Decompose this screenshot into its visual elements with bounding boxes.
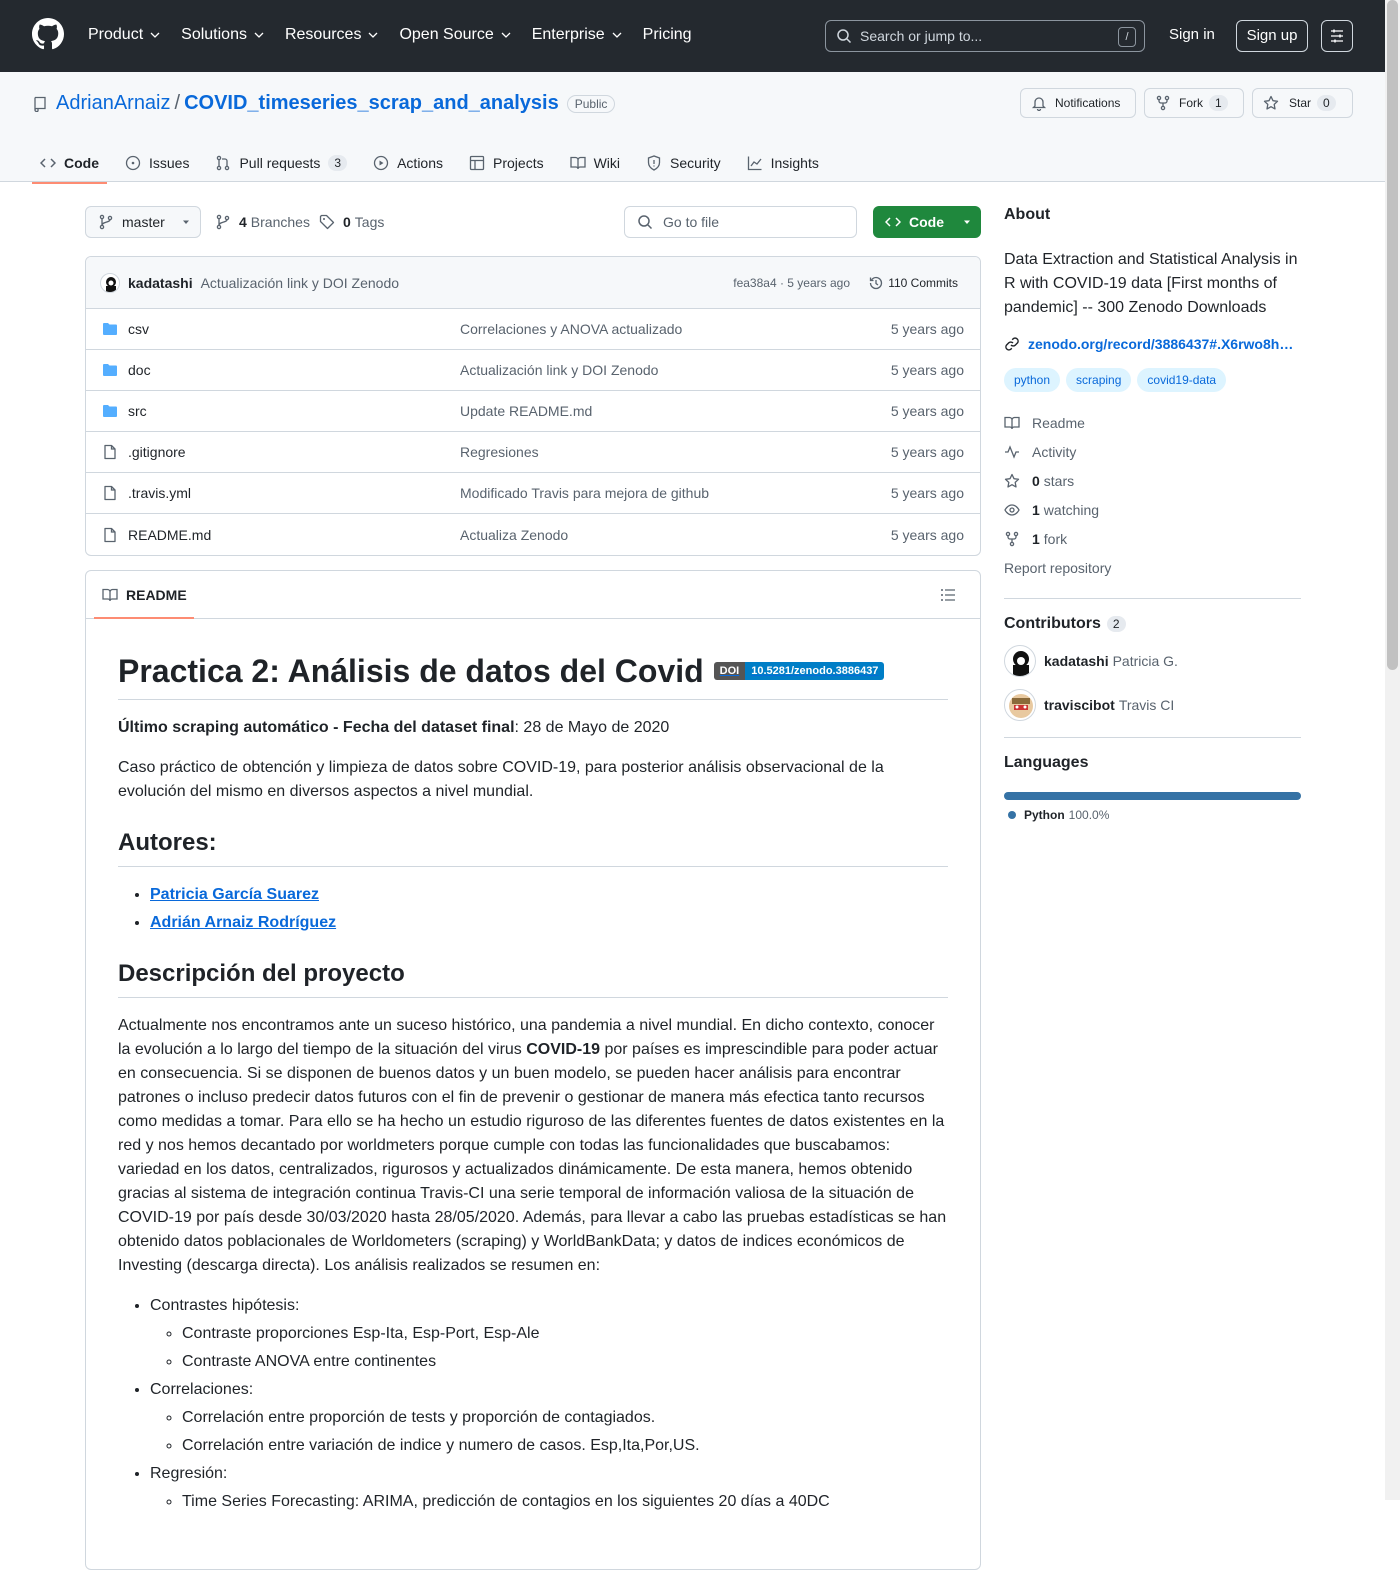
book-icon — [102, 587, 118, 603]
menu-toggle-button[interactable] — [1321, 20, 1353, 52]
issue-icon — [125, 155, 141, 171]
author-link[interactable]: Patricia García Suarez — [150, 886, 319, 903]
list-item: ◦ Time Series Forecasting: ARIMA, predicción de contagios en los siguientes 20 días a 40DC — [182, 1490, 948, 1514]
link-icon — [1004, 336, 1020, 352]
readme-tab[interactable] — [86, 571, 980, 619]
table-row[interactable] — [86, 473, 980, 514]
code-button-label: Code — [909, 214, 944, 230]
file-commit-message[interactable]: Actualización link y DOI Zenodo — [460, 362, 659, 378]
commits-link[interactable] — [868, 275, 958, 291]
pull-requests-count: 3 — [328, 155, 347, 171]
contributor[interactable] — [1004, 689, 1301, 721]
list-item: ◦ Contraste proporciones Esp-Ita, Esp-Port, Esp-Ale — [182, 1322, 948, 1346]
repo-title — [32, 92, 615, 115]
divider — [1004, 737, 1301, 738]
caret-down-icon — [962, 217, 972, 227]
notifications-label: Notifications — [1055, 96, 1121, 110]
homepage-url: zenodo.org/record/3886437#.X6rwo8h… — [1028, 336, 1294, 352]
contributor-name: Patricia G. — [1112, 653, 1178, 669]
readme-body — [86, 619, 980, 1562]
stars-label: stars — [1043, 472, 1075, 489]
list-item: ◦ Correlación entre proporción de tests y proporción de contagiados. — [182, 1406, 948, 1430]
table-row[interactable] — [86, 432, 980, 473]
description-text: por países es imprescindible para poder actuar en consecuencia. Si se disponen de buenos datos y un buen modelo, se pueden hacer análisis para encontrar patrones o incluso predecir datos futuros con el fin de prevenir o gestionar de manera más efectica tanto recursos como medidas a tomar. Para ello se ha hecho un estudio riguroso de las diferentes fuentes de datos existentes en la red y nos hemos decantado por worldmeters porque cumple con todas las funcionalidades que buscabamos: variedad en los datos, centralizados, rigurosos y actualizados dinámicamente. De esta manera, hemos obtenido gracias al sistema de integración continua Travis-CI una serie temporal de información valiosa de la situación de COVID-19 por país desde 30/03/2020 hasta 28/05/2020. Además, para llevar a cabo las pruebas estadísticas se han obtenido datos poblacionales de Worldometers (scraping) y WorldBankData; y datos de indices económicos de Investing (descarga directa). Los análisis realizados se resumen en: — [118, 1041, 947, 1274]
star-icon — [1263, 95, 1279, 111]
tags-label: Tags — [354, 214, 385, 230]
nav-product[interactable] — [88, 22, 161, 48]
sub-list — [150, 1490, 948, 1514]
language-percent: 100.0% — [1068, 808, 1110, 822]
readme-intro: Caso práctico de obtención y limpieza de datos sobre COVID-19, para posterior análisis observacional de la evolución del mismo en diversos aspectos a nivel mundial. — [118, 759, 884, 800]
code-icon — [40, 155, 56, 171]
star-label: Star — [1289, 96, 1312, 110]
branches-label: Branches — [250, 214, 310, 230]
last-scraping — [118, 716, 948, 740]
stars-link[interactable] — [1004, 466, 1301, 495]
tab-wiki[interactable] — [562, 144, 628, 182]
file-name[interactable]: doc — [128, 362, 151, 378]
tab-security[interactable] — [638, 144, 729, 182]
nav-label: Resources — [284, 26, 362, 43]
file-age: 5 years ago — [890, 485, 964, 501]
scrollbar-thumb[interactable] — [1387, 0, 1398, 670]
file-age: 5 years ago — [890, 526, 964, 543]
list-item: ◦ Contraste ANOVA entre continentes — [182, 1350, 948, 1374]
tab-label: Insights — [770, 155, 819, 171]
tags-link[interactable] — [319, 214, 384, 230]
readme-link-label: Readme — [1032, 414, 1085, 431]
table-row[interactable] — [86, 391, 980, 432]
notifications-button[interactable] — [1020, 88, 1136, 118]
homepage-link[interactable] — [1004, 336, 1301, 352]
topics — [1004, 368, 1301, 392]
avatar[interactable] — [100, 273, 120, 293]
watching-label: watching — [1043, 501, 1100, 518]
play-icon — [373, 155, 389, 171]
readme-title — [118, 651, 948, 700]
nav-label: Pricing — [642, 26, 692, 43]
topic-tag[interactable]: scraping — [1066, 368, 1131, 392]
chevron-down-icon — [367, 29, 379, 41]
code-dropdown-button[interactable] — [873, 206, 981, 238]
branch-icon — [98, 214, 114, 230]
fork-icon — [1155, 95, 1171, 111]
forks-label: fork — [1043, 530, 1068, 547]
fork-icon — [1004, 531, 1020, 547]
tab-issues[interactable] — [117, 144, 197, 182]
analyses-list — [118, 1294, 948, 1514]
nav-label: Enterprise — [531, 26, 605, 43]
file-name[interactable]: csv — [128, 321, 149, 337]
commits-count: 110 Commits — [888, 275, 958, 290]
readme-panel — [85, 570, 981, 1570]
language-item[interactable] — [1004, 808, 1301, 822]
chevron-down-icon — [253, 29, 265, 41]
about-description: Data Extraction and Statistical Analysis in R with COVID-19 data [First months of pandemic] -- 300 Zenodo Downloads — [1004, 251, 1298, 316]
repo-header — [0, 72, 1385, 182]
global-header — [0, 0, 1385, 72]
file-commit-message[interactable]: Modificado Travis para mejora de github — [460, 485, 710, 501]
history-icon — [868, 275, 884, 291]
stars-count: 0 — [1032, 472, 1040, 489]
nav-solutions[interactable] — [181, 22, 265, 48]
authors-list — [118, 883, 948, 935]
search-input[interactable] — [825, 20, 1145, 52]
pulse-icon — [1004, 444, 1020, 460]
analysis-label: Contrastes hipótesis: — [150, 1297, 300, 1314]
report-repository-link[interactable]: Report repository — [1004, 559, 1112, 576]
shield-icon — [646, 155, 662, 171]
contributors-list — [1004, 645, 1301, 721]
contributor[interactable] — [1004, 645, 1301, 677]
language-name: Python — [1024, 808, 1065, 822]
nav-pricing[interactable] — [643, 22, 692, 48]
repo-icon — [32, 96, 48, 112]
sign-in-link[interactable]: Sign in — [1169, 26, 1215, 43]
nav-label: Open Source — [399, 26, 494, 43]
list-item — [150, 883, 948, 907]
search-placeholder: Search or jump to... — [860, 28, 983, 44]
contributor-login: traviscibot — [1044, 697, 1115, 713]
watchers-link[interactable] — [1004, 495, 1301, 524]
folder-icon — [102, 321, 118, 337]
about-sidebar — [1004, 206, 1301, 822]
tab-insights[interactable] — [739, 144, 827, 182]
topic-tag[interactable]: python — [1004, 368, 1060, 392]
file-age: 5 years ago — [890, 403, 964, 419]
file-icon — [102, 444, 118, 460]
file-commit-message[interactable]: Correlaciones y ANOVA actualizado — [460, 321, 683, 337]
tab-label: Code — [64, 155, 99, 171]
repo-stats — [1004, 408, 1301, 582]
file-commit-message[interactable]: Regresiones — [460, 444, 539, 460]
branches-link[interactable] — [215, 214, 310, 230]
tab-label: Pull requests — [239, 155, 321, 171]
commit-sha-time[interactable]: fea38a4 · 5 years ago — [733, 275, 850, 290]
file-browser — [85, 256, 981, 556]
tab-label: Security — [670, 155, 721, 171]
path-separator: / — [174, 92, 181, 114]
file-icon — [102, 485, 118, 501]
chevron-down-icon — [611, 29, 623, 41]
file-name[interactable]: .travis.yml — [128, 485, 191, 501]
tab-projects[interactable] — [461, 144, 552, 182]
tab-pull-requests[interactable] — [207, 144, 355, 182]
tab-code[interactable] — [32, 144, 107, 182]
branches-count: 4 — [239, 214, 247, 230]
tags-count: 0 — [343, 214, 351, 230]
language-bar — [1004, 792, 1301, 800]
contributors-label: Contributors — [1004, 615, 1101, 632]
readme-tab-label: README — [126, 586, 187, 603]
commit-message[interactable]: Actualización link y DOI Zenodo — [200, 274, 400, 291]
list-item — [150, 1462, 948, 1514]
nav-resources[interactable] — [285, 22, 379, 48]
search-icon — [637, 214, 653, 230]
file-age: 5 years ago — [890, 444, 964, 460]
analysis-label: Correlaciones: — [150, 1381, 254, 1398]
bell-icon — [1031, 95, 1047, 111]
chevron-down-icon — [500, 29, 512, 41]
search-icon — [836, 28, 852, 44]
doi-badge-right: 10.5281/zenodo.3886437 — [745, 662, 884, 680]
forks-link[interactable] — [1004, 524, 1301, 553]
author-link[interactable]: Adrián Arnaiz Rodríguez — [150, 914, 337, 931]
table-row[interactable] — [86, 309, 980, 350]
contributors-count: 2 — [1107, 616, 1126, 632]
tag-icon — [319, 214, 335, 230]
table-row[interactable] — [86, 350, 980, 391]
file-commit-message[interactable]: Update README.md — [460, 403, 593, 419]
avatar — [1004, 689, 1036, 721]
latest-commit — [86, 257, 980, 309]
forks-count: 1 — [1032, 530, 1040, 547]
last-scraping-value: : 28 de Mayo de 2020 — [514, 719, 670, 736]
tab-label: Issues — [149, 155, 190, 171]
doi-badge[interactable] — [714, 662, 885, 680]
nav-label: Product — [88, 26, 144, 43]
last-scraping-label: Último scraping automático - Fecha del dataset final — [118, 719, 515, 736]
scrollbar[interactable] — [1385, 0, 1400, 1500]
divider — [1004, 598, 1301, 599]
nav-label: Solutions — [181, 26, 247, 43]
go-to-file-placeholder: Go to file — [663, 214, 720, 230]
branch-icon — [215, 214, 231, 230]
fork-count: 1 — [1209, 95, 1228, 111]
book-icon — [1004, 415, 1020, 431]
tab-label: Projects — [493, 155, 544, 171]
sub-list — [150, 1322, 948, 1374]
languages-heading: Languages — [1004, 754, 1089, 771]
description-text: Actualmente nos encontramos ante un suceso histórico, una pandemia a nivel mundial. En dicho contexto, conocer la evolución a lo largo del tiempo de la situación del virus — [118, 1017, 935, 1058]
activity-link[interactable] — [1004, 437, 1301, 466]
repo-name-link[interactable]: COVID_timeseries_scrap_and_analysis — [184, 92, 559, 114]
readme-title-text: Practica 2: Análisis de datos del Covid — [118, 653, 704, 689]
repo-tabs — [32, 144, 837, 182]
star-count: 0 — [1317, 95, 1336, 111]
branch-selector[interactable] — [85, 206, 201, 238]
list-item — [150, 1294, 948, 1374]
fork-label: Fork — [1179, 96, 1203, 110]
file-name[interactable]: README.md — [128, 526, 212, 543]
tab-actions[interactable] — [365, 144, 451, 182]
file-name[interactable]: .gitignore — [128, 444, 186, 460]
watching-count: 1 — [1032, 501, 1040, 518]
sliders-icon — [1329, 28, 1345, 44]
file-icon — [102, 527, 118, 543]
go-to-file-input[interactable] — [624, 206, 857, 238]
nav-enterprise[interactable] — [532, 22, 623, 48]
star-icon — [1004, 473, 1020, 489]
caret-down-icon — [181, 217, 191, 227]
list-item — [150, 1378, 948, 1458]
branch-name: master — [122, 214, 165, 230]
star-button[interactable] — [1252, 88, 1353, 118]
chevron-down-icon — [149, 29, 161, 41]
readme-link[interactable] — [1004, 408, 1301, 437]
description-bold: COVID-19 — [526, 1041, 601, 1058]
github-logo-icon[interactable] — [32, 18, 64, 50]
fork-button[interactable] — [1144, 88, 1244, 118]
activity-link-label: Activity — [1032, 443, 1077, 460]
topic-tag[interactable]: covid19-data — [1137, 368, 1226, 392]
graph-icon — [747, 155, 763, 171]
folder-icon — [102, 362, 118, 378]
table-icon — [469, 155, 485, 171]
visibility-badge: Public — [567, 95, 616, 113]
folder-icon — [102, 403, 118, 419]
file-commit-message[interactable]: Actualiza Zenodo — [460, 526, 569, 543]
repo-owner-link[interactable]: AdrianArnaiz — [56, 92, 171, 114]
sign-up-button[interactable]: Sign up — [1236, 20, 1308, 52]
analysis-label: Regresión: — [150, 1465, 228, 1482]
book-icon — [570, 155, 586, 171]
avatar — [1004, 645, 1036, 677]
description-heading: Descripción del proyecto — [118, 959, 948, 998]
eye-icon — [1004, 502, 1020, 518]
authors-heading: Autores: — [118, 828, 948, 867]
file-age: 5 years ago — [890, 362, 964, 378]
contributor-login: kadatashi — [1044, 653, 1109, 669]
sub-list — [150, 1406, 948, 1458]
global-nav — [88, 22, 712, 48]
about-heading: About — [1004, 206, 1051, 223]
contributor-name: Travis CI — [1118, 697, 1175, 713]
contributors-heading[interactable] — [1004, 615, 1301, 633]
outline-icon[interactable] — [940, 587, 964, 603]
tab-label: Actions — [397, 155, 444, 171]
list-item — [150, 911, 948, 935]
file-age: 5 years ago — [890, 321, 964, 337]
table-row[interactable] — [86, 514, 980, 555]
nav-open-source[interactable] — [399, 22, 511, 48]
code-icon — [885, 214, 901, 230]
description-paragraph — [118, 1014, 948, 1278]
search-shortcut-key: / — [1118, 27, 1136, 47]
tab-label: Wiki — [593, 155, 621, 171]
file-name[interactable]: src — [128, 403, 147, 419]
list-item: ◦ Correlación entre variación de indice y numero de casos. Esp,Ita,Por,US. — [182, 1434, 948, 1458]
doi-badge-left: DOI — [714, 662, 746, 680]
pull-request-icon — [215, 155, 231, 171]
commit-author[interactable]: kadatashi — [128, 274, 193, 291]
language-color-dot — [1008, 811, 1016, 819]
